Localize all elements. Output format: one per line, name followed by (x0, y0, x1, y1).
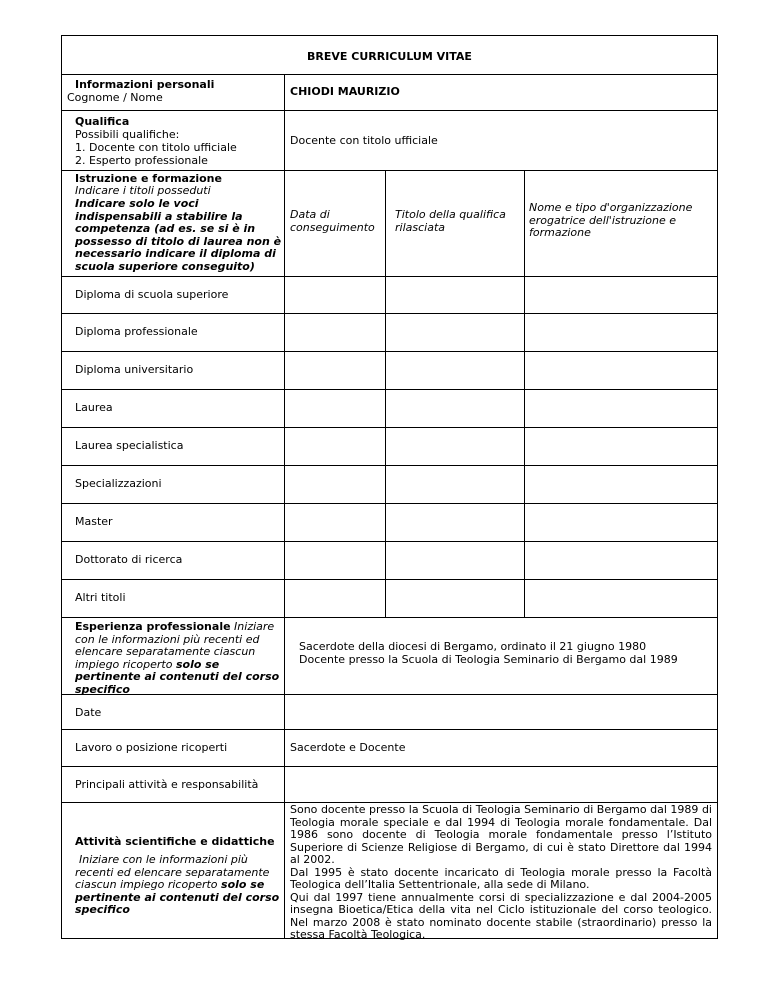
scientifiche-intro: Iniziare con le informazioni più recenti ed elencare separatamente ciascun impiego ricoperto (75, 853, 270, 891)
education-row-label: Diploma di scuola superiore (75, 288, 229, 301)
esperienza-value-line: Docente presso la Scuola di Teologia Seminario di Bergamo dal 1989 (299, 653, 678, 666)
education-row-label: Diploma professionale (75, 325, 198, 338)
surname-name-value: CHIODI MAURIZIO (290, 85, 400, 98)
divider (62, 617, 717, 618)
scientifiche-heading: Attività scientifiche e didattiche (75, 835, 275, 848)
education-row-label: Dottorato di ricerca (75, 553, 183, 566)
istruzione-sub: Indicare i titoli posseduti (75, 184, 211, 197)
divider (62, 465, 717, 466)
education-row-label: Laurea (75, 401, 113, 414)
qualifica-line: Possibili qualifiche: (75, 128, 180, 141)
divider (62, 110, 717, 111)
education-row-label: Laurea specialistica (75, 439, 184, 452)
cv-form (61, 35, 718, 939)
scientifiche-emphasis: solo se pertinente ai contenuti del corso specifico (75, 878, 280, 916)
column-divider (284, 74, 285, 938)
esperienza-heading-block (75, 621, 280, 696)
scientifiche-intro-block (75, 854, 280, 917)
education-row-label: Master (75, 515, 113, 528)
qualifica-heading: Qualifica (75, 115, 130, 128)
esperienza-value-line: Sacerdote della diocesi di Bergamo, ordinato il 21 giugno 1980 (299, 640, 647, 653)
date-label: Date (75, 706, 102, 719)
lavoro-label: Lavoro o posizione ricoperti (75, 741, 228, 754)
divider (62, 313, 717, 314)
qualifica-value: Docente con titolo ufficiale (290, 134, 438, 147)
education-row-label: Diploma universitario (75, 363, 194, 376)
qualifica-line: 2. Esperto professionale (75, 154, 208, 167)
esperienza-heading: Esperienza professionale (75, 620, 231, 633)
divider (62, 766, 717, 767)
qualifica-line: 1. Docente con titolo ufficiale (75, 141, 237, 154)
personal-info-heading: Informazioni personali (75, 78, 215, 91)
divider (62, 729, 717, 730)
esperienza-emphasis: solo se pertinente ai contenuti del corso specifico (75, 657, 280, 696)
education-row-label: Specializzazioni (75, 477, 162, 490)
column-divider (385, 170, 386, 617)
divider (62, 74, 717, 75)
divider (62, 579, 717, 580)
surname-name-label: Cognome / Nome (67, 91, 163, 104)
page-title: BREVE CURRICULUM VITAE (307, 50, 472, 63)
column-header-date: Data di conseguimento (290, 208, 375, 234)
column-header-title: Titolo della qualifica rilasciata (395, 208, 506, 234)
divider (62, 351, 717, 352)
divider (62, 427, 717, 428)
divider (62, 170, 717, 171)
esperienza-intro: Iniziare con le informazioni più recenti ed elencare separatamente ciascun impiego ricoperto (75, 620, 275, 671)
scientifiche-text: Sono docente presso la Scuola di Teologia Seminario di Bergamo dal 1989 di Teologia morale speciale e dal 1994 di Teologia morale fondamentale. Dal 1986 sono docente di Teologia morale fondamentale presso l’Istituto Superiore di Scienze Religiose di Bergamo, di cui è stato Direttore dal 1994 al 2002. Dal 1995 è stato docente incaricato di Teologia morale presso la Facoltà Teologica dell’Italia Settentrionale, alla sede di Milano. Qui dal 1997 tiene annualmente corsi di specializzazione e dal 2004-2005 insegna Bioetica/Etica della vita nel Ciclo istituzionale del corso teologico. Nel marzo 2008 è stato nominato docente stabile (straordinario) presso la stessa Facoltà Teologica. (290, 803, 712, 941)
divider (62, 276, 717, 277)
column-divider (524, 170, 525, 617)
education-row-label: Altri titoli (75, 591, 126, 604)
istruzione-note: Indicare solo le voci indispensabili a stabilire la competenza (ad es. se si è in possesso di titolo di laurea non è necessario indicare il diploma di scuola superiore conseguito) (75, 197, 282, 273)
column-header-organization: Nome e tipo d'organizzazione erogatrice dell'istruzione e formazione (529, 201, 693, 239)
divider (62, 389, 717, 390)
istruzione-heading: Istruzione e formazione (75, 172, 222, 185)
divider (62, 503, 717, 504)
divider (62, 541, 717, 542)
lavoro-value: Sacerdote e Docente (290, 741, 406, 754)
attivita-responsabilita-label: Principali attività e responsabilità (75, 778, 259, 791)
